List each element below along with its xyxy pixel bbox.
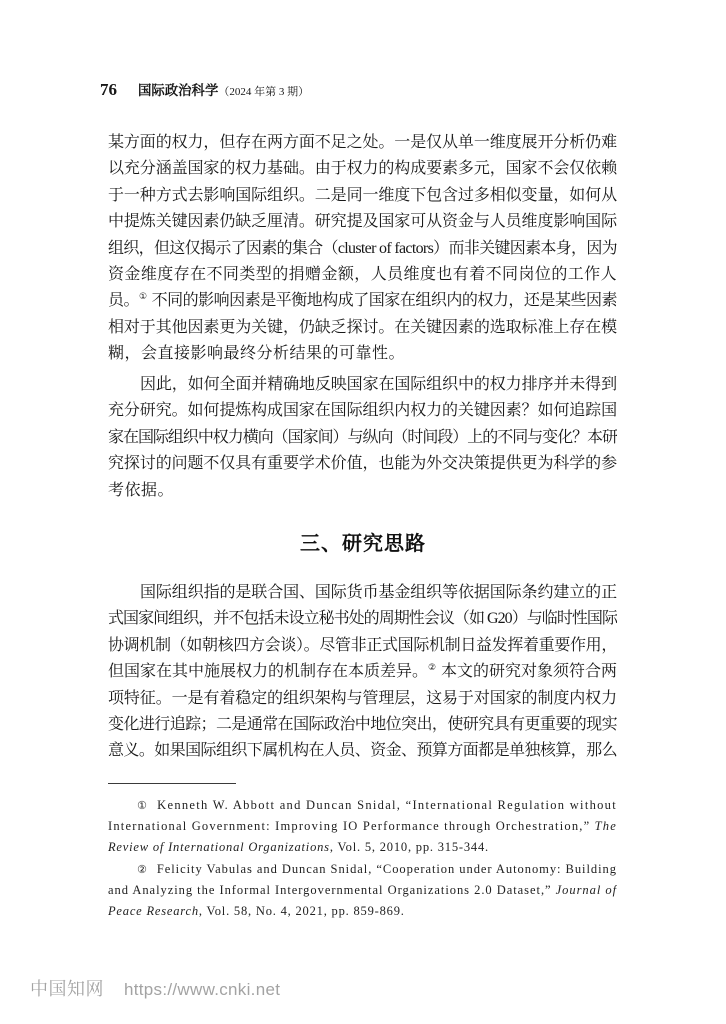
text-line [108, 288, 617, 314]
line-segment: 本文的研究对象须符合两 [441, 663, 617, 681]
text-line: 考依据。 [108, 481, 175, 499]
line-segment: 不同的影响因素是平衡地构成了国家在组织内的权力，还是某些因素 [151, 292, 617, 310]
text-line: 于一种方式去影响国际组织。二是同一维度下包含过多相似变量，如何从 [108, 186, 617, 204]
body-paragraph-2 [108, 372, 617, 504]
journal-title: Peace Research [108, 903, 199, 918]
body-paragraph-3 [108, 580, 617, 765]
footnote-text: Felicity Vabulas and Duncan Snidal, “Cooperation under Autonomy: Building [156, 861, 617, 876]
footnote-text: , Vol. 58, No. 4, 2021, pp. 859-869. [198, 903, 405, 918]
footnote-line [108, 816, 617, 837]
text-line: 家在国际组织中权力横向（国家间）与纵向（时间段）上的不同与变化？本研 [108, 428, 617, 446]
footnote-line [108, 859, 617, 880]
text-line: 究探讨的问题不仅具有重要学术价值，也能为外交决策提供更为科学的参 [108, 455, 617, 473]
text-line: 组织，但这仅揭示了因素的集合（cluster of factors）而非关键因素本身，因为 [108, 239, 617, 257]
footnote-text: International Government: Improving IO Performance through Orchestration,” [108, 819, 591, 834]
text-line: 以充分涵盖国家的权力基础。由于权力的构成要素多元，国家不会仅依赖 [108, 160, 617, 178]
footnote-separator [108, 783, 236, 784]
footnote-reference-1: ① [139, 292, 147, 303]
line-segment: 员。 [108, 292, 140, 310]
footnote-text: and Analyzing the Informal Intergovernmental Organizations 2.0 Dataset,” [108, 882, 552, 897]
line-segment: 但国家在其中施展权力的机制存在本质差异。 [108, 663, 428, 681]
text-line: 因此，如何全面并精确地反映国家在国际组织中的权力排序并未得到 [140, 376, 617, 393]
footnote-line [108, 901, 617, 922]
journal-title: The [594, 819, 617, 834]
footnote-marker: ① [137, 799, 149, 812]
text-line: 项特征。一是有着稳定的组织架构与管理层，这易于对国家的制度内权力 [108, 689, 617, 707]
running-header [100, 80, 309, 100]
text-line: 资金维度存在不同类型的捐赠金额，人员维度也有着不同岗位的工作人 [108, 265, 617, 283]
text-line: 式国家间组织，并不包括未设立秘书处的周期性会议（如 G20）与临时性国际 [108, 610, 617, 628]
text-line: 相对于其他因素更为关键，仍缺乏探讨。在关键因素的选取标准上存在模 [108, 318, 617, 336]
footnote-line [108, 880, 617, 901]
text-line: 充分研究。如何提炼构成国家在国际组织内权力的关键因素？如何追踪国 [108, 402, 617, 420]
footnote-text: , Vol. 5, 2010, pp. 315-344. [329, 840, 489, 855]
page-number: 76 [100, 80, 117, 99]
text-line: 中提炼关键因素仍缺乏厘清。研究提及国家可从资金与人员维度影响国际 [108, 213, 617, 231]
journal-issue: （2024 年第 3 期） [218, 86, 310, 98]
text-line: 国际组织指的是联合国、国际货币基金组织等依据国际条约建立的正 [140, 584, 617, 601]
text-line: 协调机制（如朝核四方会谈）。尽管非正式国际机制日益发挥着重要作用， [108, 636, 617, 654]
journal-title: Review of International Organizations [108, 840, 330, 855]
footnote-2 [108, 859, 617, 923]
section-heading: 三、研究思路 [300, 531, 426, 555]
watermark-url: https://www.cnki.net [124, 980, 281, 999]
footnote-1 [108, 795, 617, 859]
footnote-text: Kenneth W. Abbott and Duncan Snidal, “International Regulation without [157, 798, 617, 812]
text-line: 某方面的权力，但存在两方面不足之处。一是仅从单一维度展开分析仍难 [108, 134, 617, 151]
watermark-logo-text: 中国知网 [30, 979, 104, 1000]
text-line [108, 659, 617, 685]
footnote-marker: ② [137, 862, 148, 876]
footnote-reference-2: ② [427, 663, 437, 674]
text-line: 糊，会直接影响最终分析结果的可靠性。 [108, 345, 406, 363]
footnote-line [108, 795, 617, 816]
body-paragraph-1 [108, 130, 617, 368]
journal-title: Journal of [555, 882, 617, 897]
text-line: 变化进行追踪；二是通常在国际政治中地位突出，使研究具有更重要的现实 [108, 715, 617, 733]
cnki-watermark [30, 979, 280, 1001]
text-line: 意义。如果国际组织下属机构在人员、资金、预算方面都是单独核算，那么 [108, 742, 617, 760]
journal-name: 国际政治科学 [138, 83, 219, 99]
footnote-line [108, 837, 617, 858]
